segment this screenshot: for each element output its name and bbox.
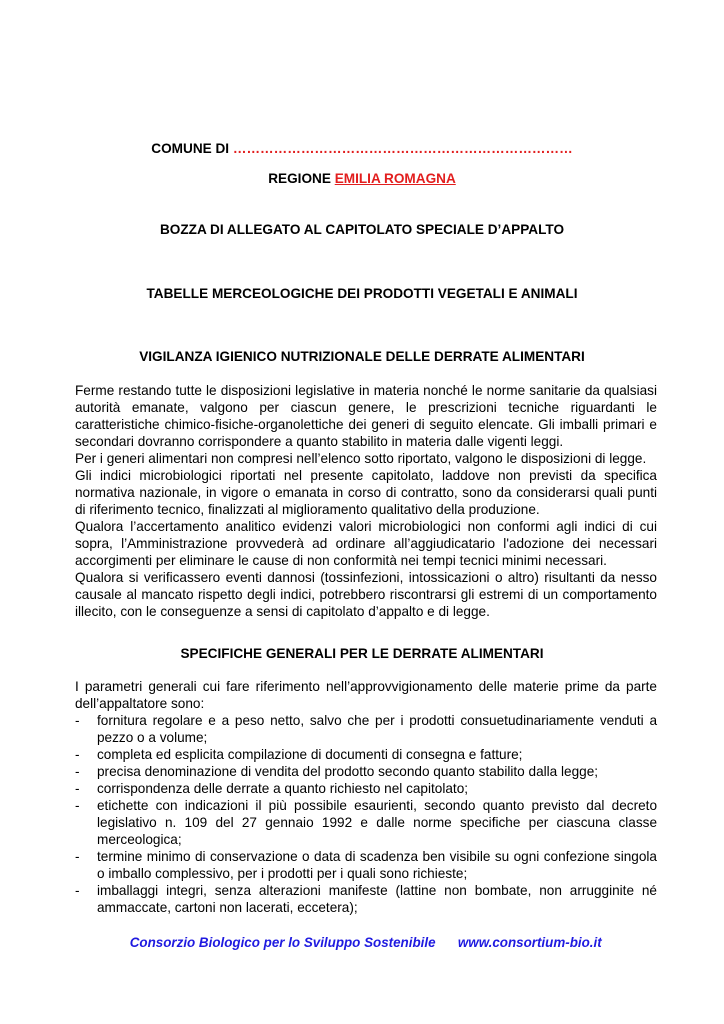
page-footer: [0, 920, 724, 950]
specifiche-heading: SPECIFICHE GENERALI PER LE DERRATE ALIMENTARI: [180, 646, 544, 661]
list-item-text: precisa denominazione di vendita del prodotto secondo quanto stabilito dalla legge;: [97, 764, 599, 779]
list-item-text: termine minimo di conservazione o data di scadenza ben visibile su ogni confezione singola o imballo complessivo, per i prodotti per i quali sono richieste;: [97, 849, 657, 881]
regione-label: REGIONE: [268, 171, 331, 186]
list-item-text: imballaggi integri, senza alterazioni manifeste (lattine non bombate, non arrugginite né ammaccate, cartoni non lacerati, eccetera);: [97, 883, 657, 915]
list-dash: -: [75, 747, 80, 762]
vigilanza-paragraph: Per i generi alimentari non compresi nell’elenco sotto riportato, valgono le disposizioni di legge.: [75, 451, 647, 466]
vigilanza-body: [75, 382, 657, 620]
list-item: [75, 712, 657, 746]
footer-org: Consorzio Biologico per lo Sviluppo Sostenibile: [129, 935, 436, 950]
comune-label: COMUNE DI: [151, 141, 230, 156]
list-dash: -: [75, 798, 80, 813]
list-dash: -: [75, 849, 80, 864]
list-item: [75, 746, 657, 763]
list-item: [75, 797, 657, 848]
bozza-heading: BOZZA DI ALLEGATO AL CAPITOLATO SPECIALE D’APPALTO: [159, 222, 565, 237]
list-item-text: corrispondenza delle derrate a quanto richiesto nel capitolato;: [97, 781, 469, 796]
list-dash: -: [75, 764, 80, 779]
footer-url[interactable]: www.consortium-bio.it: [457, 935, 602, 950]
specifiche-body: [75, 678, 657, 916]
regione-line: [0, 171, 724, 186]
vigilanza-paragraph: Ferme restando tutte le disposizioni legislative in materia nonché le norme sanitarie da qualsiasi autorità emanate, valgono per ciascun genere, le prescrizioni tecniche riguardanti le caratteristiche chimico-fisiche-organolettiche dei generi di seguito elencate. Gli imballi primari e secondari dovranno corrispondere a quanto stabilito in materia dalle vigenti leggi.: [75, 383, 657, 449]
specifiche-intro: I parametri generali cui fare riferimento nell’approvvigionamento delle materie prime da parte dell’appaltatore sono:: [75, 679, 657, 711]
list-item-text: completa ed esplicita compilazione di documenti di consegna e fatture;: [97, 747, 523, 762]
list-dash: -: [75, 781, 80, 796]
comune-dots: …………………………………………………………………: [232, 141, 573, 156]
vigilanza-paragraph: Qualora l’accertamento analitico evidenzi valori microbiologici non conformi agli indici di cui sopra, l’Amministrazione provvederà ad ordinare all’aggiudicatario l'adozione dei necessari accorgimenti per eliminare le cause di non conformità nei tempi tecnici minimi necessari.: [75, 519, 657, 568]
specifiche-list: [75, 712, 657, 916]
vigilanza-paragraph: Qualora si verificassero eventi dannosi (tossinfezioni, intossicazioni o altro) risultanti da nesso causale al mancato rispetto degli indici, potrebbero riscontrarsi gli estremi di un comportamento illecito, con le conseguenze a sensi di capitolato d’appalto e di legge.: [75, 570, 657, 619]
list-item-text: fornitura regolare e a peso netto, salvo che per i prodotti consuetudinariamente venduti a pezzo o a volume;: [97, 713, 657, 745]
tabelle-heading: TABELLE MERCEOLOGICHE DEI PRODOTTI VEGETALI E ANIMALI: [146, 286, 578, 301]
vigilanza-paragraph: Gli indici microbiologici riportati nel presente capitolato, laddove non previsti da specifica normativa nazionale, in vigore o emanata in corso di contratto, sono da considerarsi quali punti di riferimento tecnico, finalizzati al miglioramento qualitativo della produzione.: [75, 468, 657, 517]
regione-name: EMILIA ROMAGNA: [334, 171, 456, 186]
list-item: [75, 763, 657, 780]
list-item-text: etichette con indicazioni il più possibile esaurienti, secondo quanto previsto dal decreto legislativo n. 109 del 27 gennaio 1992 e dalle norme specifiche per ciascuna classe merceologica;: [97, 798, 657, 847]
list-item: [75, 848, 657, 882]
comune-line: [0, 141, 724, 156]
list-dash: -: [75, 713, 80, 728]
list-item: [75, 882, 657, 916]
vigilanza-heading: VIGILANZA IGIENICO NUTRIZIONALE DELLE DERRATE ALIMENTARI: [139, 349, 585, 364]
list-dash: -: [75, 883, 80, 898]
list-item: [75, 780, 657, 797]
